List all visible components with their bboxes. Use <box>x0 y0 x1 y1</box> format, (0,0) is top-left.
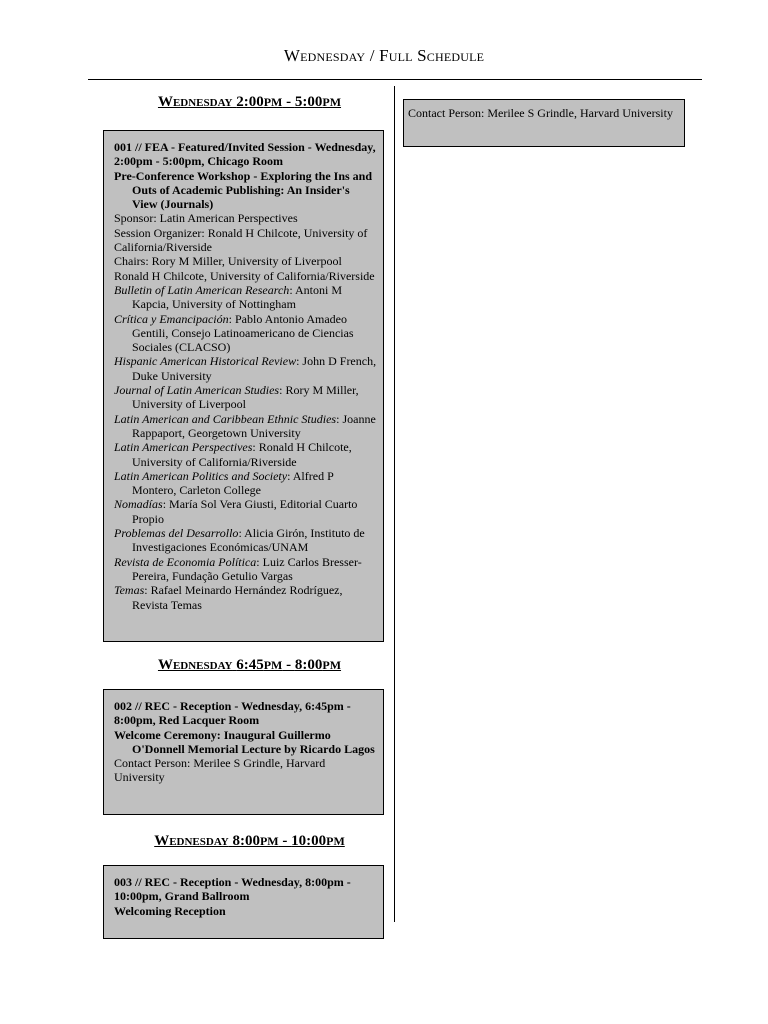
session-box-003 <box>103 865 384 939</box>
session-header: 002 // REC - Reception - Wednesday, 6:45pm - 8:00pm, Red Lacquer Room <box>114 699 351 728</box>
session-title: Pre-Conference Workshop - Exploring the Ins and Outs of Academic Publishing: An Insider's View (Journals) <box>114 168 373 212</box>
participant <box>114 583 377 612</box>
session-box-002 <box>103 689 384 815</box>
participant <box>114 469 377 498</box>
heading-end-time: 5:00 <box>294 94 323 110</box>
page-title <box>0 46 768 66</box>
title-rule <box>88 79 702 80</box>
session-box-001 <box>103 130 384 642</box>
participant <box>114 412 377 441</box>
heading-dash: - <box>282 94 295 110</box>
heading-dash: - <box>282 657 295 673</box>
heading-end-suffix: PM <box>322 658 342 672</box>
heading-start-time: 2:00 <box>236 94 264 110</box>
participant <box>114 354 377 383</box>
heading-start-suffix: PM <box>263 658 283 672</box>
heading-end-time: 8:00 <box>294 657 323 673</box>
session-title: Welcome Ceremony: Inaugural Guillermo O'Donnell Memorial Lecture by Ricardo Lagos <box>114 727 375 756</box>
journal-name: Crítica y Emancipación <box>114 311 229 326</box>
heading-start-suffix: PM <box>259 834 279 848</box>
journal-name: Nomadías <box>114 497 163 512</box>
participant-name: : María Sol Vera Giusti, Editorial Cuarto Propio <box>132 497 358 526</box>
journal-name: Hispanic American Historical Review <box>114 354 297 369</box>
participant-name: : Luiz Carlos Bresser-Pereira, Fundação Getulio Vargas <box>132 554 362 583</box>
participant-name: : Ronald H Chilcote, University of California/Riverside <box>132 440 352 469</box>
heading-start-time: 6:45 <box>236 657 264 673</box>
title-rest: Full Schedule <box>379 46 485 65</box>
heading-dash: - <box>278 833 292 849</box>
heading-day: Wednesday <box>154 833 229 849</box>
participant-name: : Rory M Miller, University of Liverpool <box>132 383 359 412</box>
heading-end-suffix: PM <box>322 95 342 109</box>
session-chairs-2: Ronald H Chilcote, University of California/Riverside <box>114 268 375 283</box>
participant <box>114 283 377 312</box>
heading-day: Wednesday <box>157 657 233 673</box>
participant <box>114 497 377 526</box>
participant <box>114 312 377 355</box>
section-heading-8pm <box>102 833 397 850</box>
participant-name: : Antoni M Kapcia, University of Nottingham <box>132 282 342 312</box>
journal-name: Temas <box>114 583 145 598</box>
heading-end-suffix: PM <box>326 834 345 848</box>
session-header: 001 // FEA - Featured/Invited Session - Wednesday, 2:00pm - 5:00pm, Chicago Room <box>114 140 376 169</box>
heading-start-time: 8:00 <box>232 833 260 849</box>
participant <box>114 440 377 469</box>
participant <box>114 555 377 584</box>
journal-name: Bulletin of Latin American Research <box>114 282 290 297</box>
title-separator: / <box>365 46 380 65</box>
column-divider <box>394 86 395 922</box>
heading-start-suffix: PM <box>263 95 283 109</box>
journal-name: Latin American Perspectives <box>114 440 253 455</box>
heading-day: Wednesday <box>157 94 233 110</box>
journal-name: Problemas del Desarrollo <box>114 526 239 541</box>
participant-name: : John D French, Duke University <box>132 354 377 383</box>
journal-name: Revista de Economia Política <box>114 554 257 569</box>
participant <box>114 383 377 412</box>
section-heading-2pm <box>102 94 397 111</box>
journal-name: Latin American and Caribbean Ethnic Studies <box>114 411 337 426</box>
session-contact: Contact Person: Merilee S Grindle, Harvard University <box>114 756 326 785</box>
participant-name: : Joanne Rappaport, Georgetown University <box>132 411 376 440</box>
session-contact: Contact Person: Merilee S Grindle, Harvard University <box>408 106 673 120</box>
heading-end-time: 10:00 <box>291 833 327 849</box>
participant-name: : Pablo Antonio Amadeo Gentili, Consejo Latinoamericano de Ciencias Sociales (CLACSO) <box>132 311 354 355</box>
session-sponsor: Sponsor: Latin American Perspectives <box>114 211 298 226</box>
session-chairs: Chairs: Rory M Miller, University of Liverpool <box>114 254 342 269</box>
journal-name: Journal of Latin American Studies <box>114 383 280 398</box>
title-day: Wednesday <box>283 46 366 65</box>
section-heading-645pm <box>102 657 397 674</box>
journal-name: Latin American Politics and Society <box>114 468 288 483</box>
participant-name: : Alicia Girón, Instituto de Investigaciones Económicas/UNAM <box>132 526 365 555</box>
participant-name: : Alfred P Montero, Carleton College <box>132 468 334 498</box>
participant-name: : Rafael Meinardo Hernández Rodríguez, Revista Temas <box>132 583 343 612</box>
participant <box>114 526 377 555</box>
session-organizer: Session Organizer: Ronald H Chilcote, University of California/Riverside <box>114 225 368 255</box>
session-box-003-continued <box>403 99 685 147</box>
session-title: Welcoming Reception <box>114 903 226 918</box>
session-header: 003 // REC - Reception - Wednesday, 8:00pm - 10:00pm, Grand Ballroom <box>114 875 351 904</box>
